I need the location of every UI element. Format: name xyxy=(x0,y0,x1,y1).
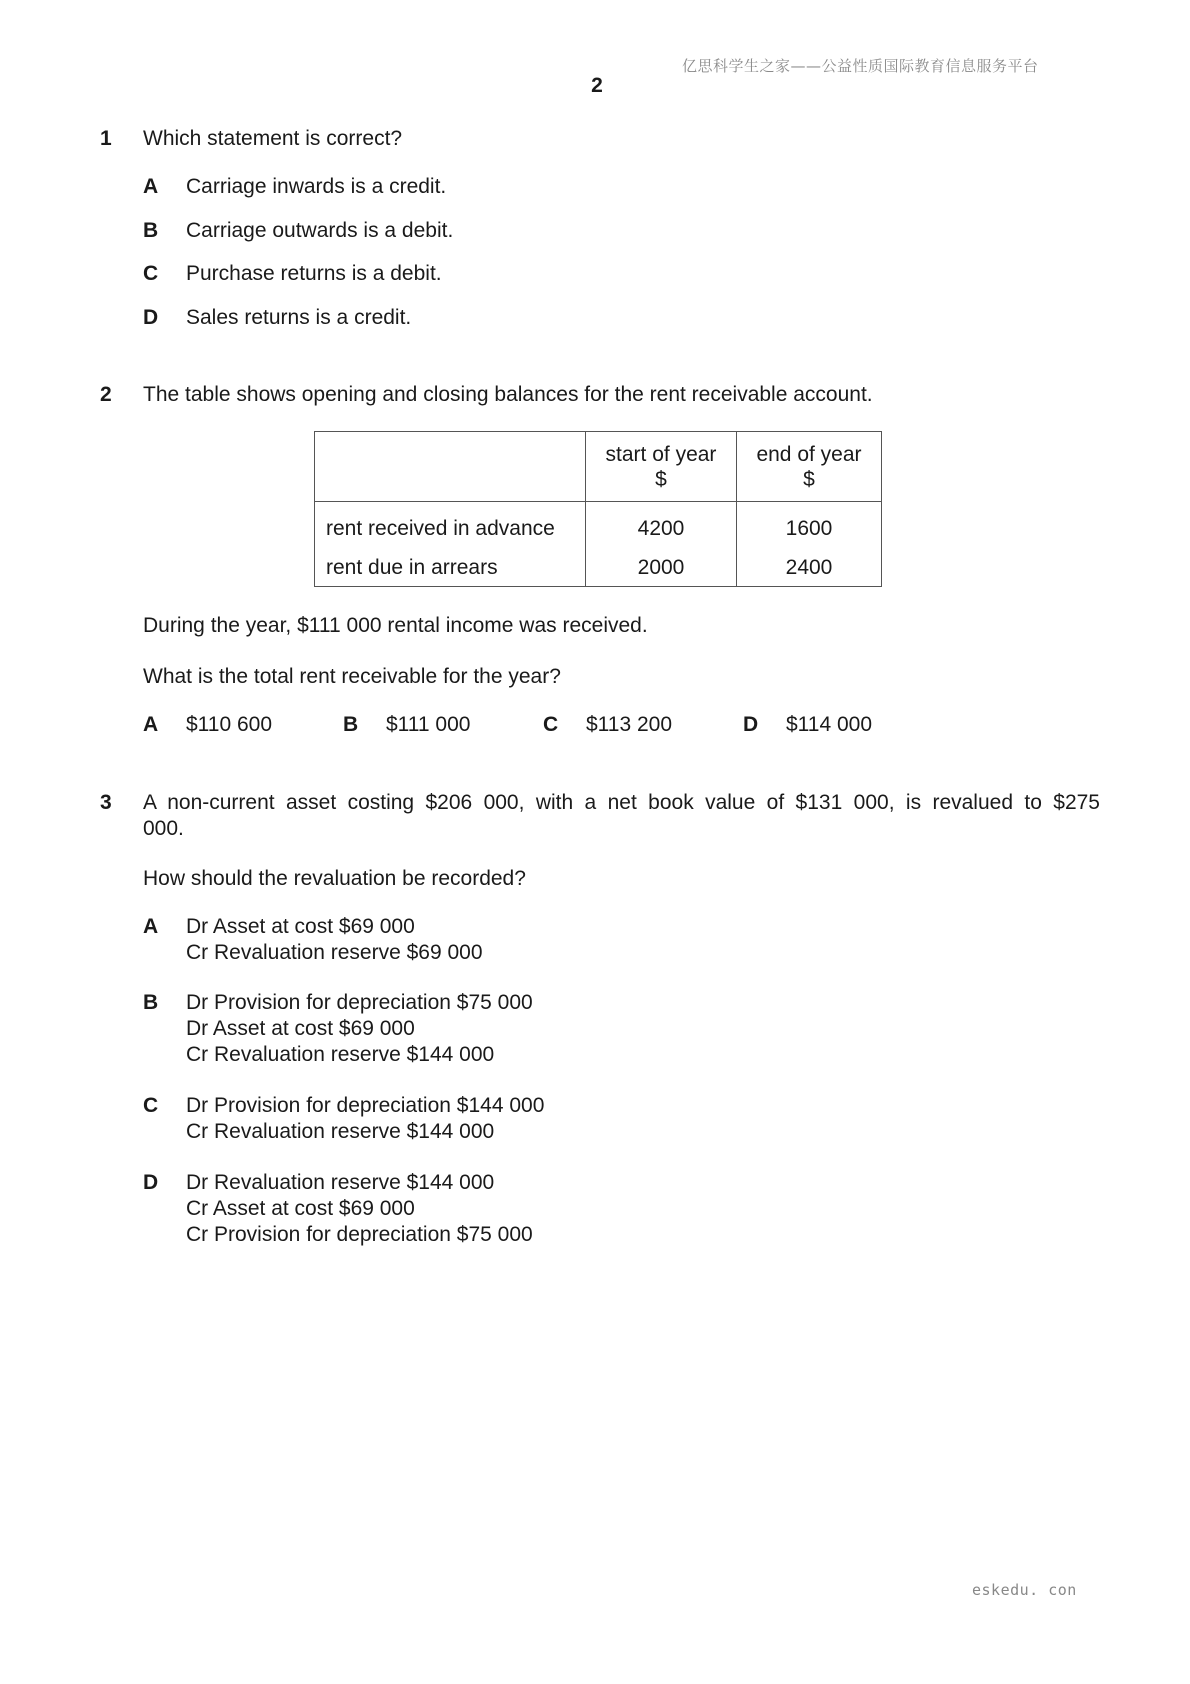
question-stem: The table shows opening and closing balances for the rent receivable account. xyxy=(143,383,873,406)
journal-line: Dr Asset at cost $69 000 xyxy=(186,1017,415,1040)
journal-line: Dr Asset at cost $69 000 xyxy=(186,915,415,938)
option-letter: D xyxy=(143,1171,159,1194)
column-header-end-of-year: end of year xyxy=(756,443,862,466)
option-letter: B xyxy=(143,991,159,1014)
page-number: 2 xyxy=(591,74,603,97)
journal-line: Cr Revaluation reserve $144 000 xyxy=(186,1043,495,1066)
table-cell: 2400 xyxy=(737,545,882,587)
table-cell: rent received in advance xyxy=(315,502,586,545)
question-prompt: What is the total rent receivable for the year? xyxy=(143,665,561,688)
question-number: 1 xyxy=(100,127,112,150)
table-row xyxy=(315,502,882,545)
table-cell: rent due in arrears xyxy=(315,545,586,587)
option-text: Carriage inwards is a credit. xyxy=(186,175,447,198)
table-header-cell xyxy=(737,432,882,502)
question-stem: Which statement is correct? xyxy=(143,127,403,150)
option-text: $113 200 xyxy=(586,713,673,736)
column-header-start-of-year: start of year xyxy=(605,443,717,466)
header-watermark: 亿思科学生之家——公益性质国际教育信息服务平台 xyxy=(682,57,1039,75)
table-header-cell xyxy=(586,432,737,502)
option-letter: A xyxy=(143,713,159,736)
option-text xyxy=(186,1093,544,1145)
table-row xyxy=(315,545,882,587)
option-text: Carriage outwards is a debit. xyxy=(186,219,454,242)
option-letter: C xyxy=(543,713,559,736)
journal-line: Dr Revaluation reserve $144 000 xyxy=(186,1171,495,1194)
option-letter: D xyxy=(743,713,759,736)
table-cell: 4200 xyxy=(586,502,737,545)
option-letter: A xyxy=(143,915,159,938)
option-text: $110 600 xyxy=(186,713,273,736)
option-letter: C xyxy=(143,1094,159,1117)
table-header-row xyxy=(315,432,882,502)
option-text: $111 000 xyxy=(386,713,471,736)
column-unit: $ xyxy=(655,468,667,491)
journal-line: Cr Revaluation reserve $144 000 xyxy=(186,1120,495,1143)
rent-balances-table xyxy=(314,431,882,587)
table-cell: 2000 xyxy=(586,545,737,587)
option-text xyxy=(186,1170,533,1248)
question-prompt: How should the revaluation be recorded? xyxy=(143,867,526,890)
question-number: 3 xyxy=(100,791,112,814)
option-letter: B xyxy=(343,713,359,736)
question-number: 2 xyxy=(100,383,112,406)
footer-watermark: eskedu. con xyxy=(972,1581,1077,1599)
option-letter: D xyxy=(143,306,159,329)
option-text: $114 000 xyxy=(786,713,873,736)
option-text xyxy=(186,914,483,966)
option-text xyxy=(186,990,533,1068)
journal-line: Cr Asset at cost $69 000 xyxy=(186,1197,415,1220)
column-unit: $ xyxy=(803,468,815,491)
question-stem: A non-current asset costing $206 000, with a net book value of $131 000, is revalued to $275 000. xyxy=(143,791,1100,840)
option-letter: A xyxy=(143,175,159,198)
table-header-cell xyxy=(315,432,586,502)
journal-line: Cr Provision for depreciation $75 000 xyxy=(186,1223,533,1246)
option-text: Sales returns is a credit. xyxy=(186,306,412,329)
journal-line: Dr Provision for depreciation $75 000 xyxy=(186,991,533,1014)
option-letter: C xyxy=(143,262,159,285)
option-text: Purchase returns is a debit. xyxy=(186,262,442,285)
journal-line: Dr Provision for depreciation $144 000 xyxy=(186,1094,545,1117)
option-letter: B xyxy=(143,219,159,242)
question-info: During the year, $111 000 rental income was received. xyxy=(143,614,648,637)
journal-line: Cr Revaluation reserve $69 000 xyxy=(186,941,483,964)
table-cell: 1600 xyxy=(737,502,882,545)
